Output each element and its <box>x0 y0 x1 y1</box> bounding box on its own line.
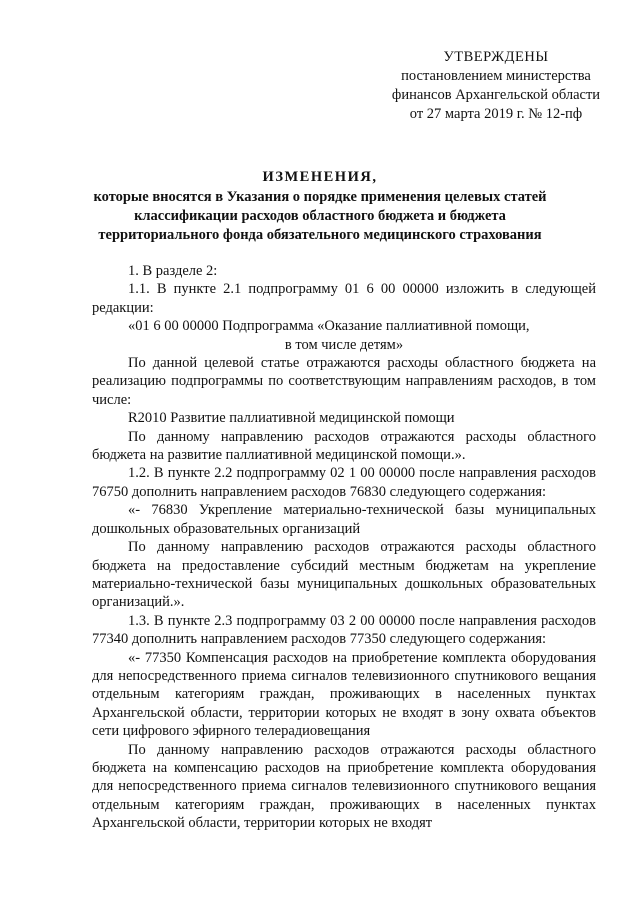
paragraph: 1.1. В пункте 2.1 подпрограмму 01 6 00 00000 изложить в следующей редакции: <box>92 281 596 316</box>
approval-line: постановлением министерства <box>401 68 591 84</box>
approval-stamp <box>376 48 616 124</box>
document-body <box>92 262 596 833</box>
paragraph: R2010 Развитие паллиативной медицинской помощи <box>128 410 455 427</box>
approval-heading: УТВЕРЖДЕНЫ <box>443 49 549 65</box>
approval-date: от 27 марта 2019 г. № 12-пф <box>409 106 583 122</box>
quote-line: в том числе детям» <box>284 336 404 353</box>
paragraph: По данному направлению расходов отражаются расходы областного бюджета на компенсацию расходов на приобретение комплекта оборудования для непосредственного приема сигналов телевизионного спутникового вещания отдельным категориям граждан, проживающих в населенных пунктах Архангельской области, территории которых не входят <box>92 741 596 832</box>
paragraph: По данной целевой статье отражаются расходы областного бюджета на реализацию подпрограммы по соответствующим направлениям расходов, в том числе: <box>92 355 596 408</box>
paragraph: По данному направлению расходов отражаются расходы областного бюджета на развитие паллиативной медицинской помощи.». <box>92 428 596 464</box>
paragraph: «- 76830 Укрепление материально-технической базы муниципальных дошкольных образовательных организаций <box>92 502 596 537</box>
paragraph: 1.3. В пункте 2.3 подпрограмму 03 2 00 00000 после направления расходов 77340 дополнить направлением расходов 77350 следующего содержания: <box>92 612 596 648</box>
title-line: территориального фонда обязательного медицинского страхования <box>98 227 542 243</box>
title-line: классификации расходов областного бюджета и бюджета <box>134 208 506 224</box>
paragraph: По данному направлению расходов отражаются расходы областного бюджета на предоставление субсидий местным бюджетам на укрепление материально-технической базы муниципальных дошкольных образовательных организаций.». <box>92 539 596 611</box>
paragraph: 1.2. В пункте 2.2 подпрограмму 02 1 00 00000 после направления расходов 76750 дополнить направлением расходов 76830 следующего содержания: <box>92 465 596 500</box>
document-title <box>60 168 580 245</box>
title-line: которые вносятся в Указания о порядке применения целевых статей <box>93 189 547 205</box>
approval-line: финансов Архангельской области <box>391 87 601 103</box>
quote-line: «01 6 00 00000 Подпрограмма «Оказание паллиативной помощи, <box>128 318 530 335</box>
paragraph: «- 77350 Компенсация расходов на приобретение комплекта оборудования для непосредственного приема сигналов телевизионного спутникового вещания отдельным категориям граждан, проживающих в населенных пунктах Архангельской области, территории которых не входят в зону охвата объектов сети цифрового эфирного телерадиовещания <box>92 649 596 740</box>
title-main: ИЗМЕНЕНИЯ, <box>262 169 378 185</box>
section-heading: 1. В разделе 2: <box>128 263 218 279</box>
